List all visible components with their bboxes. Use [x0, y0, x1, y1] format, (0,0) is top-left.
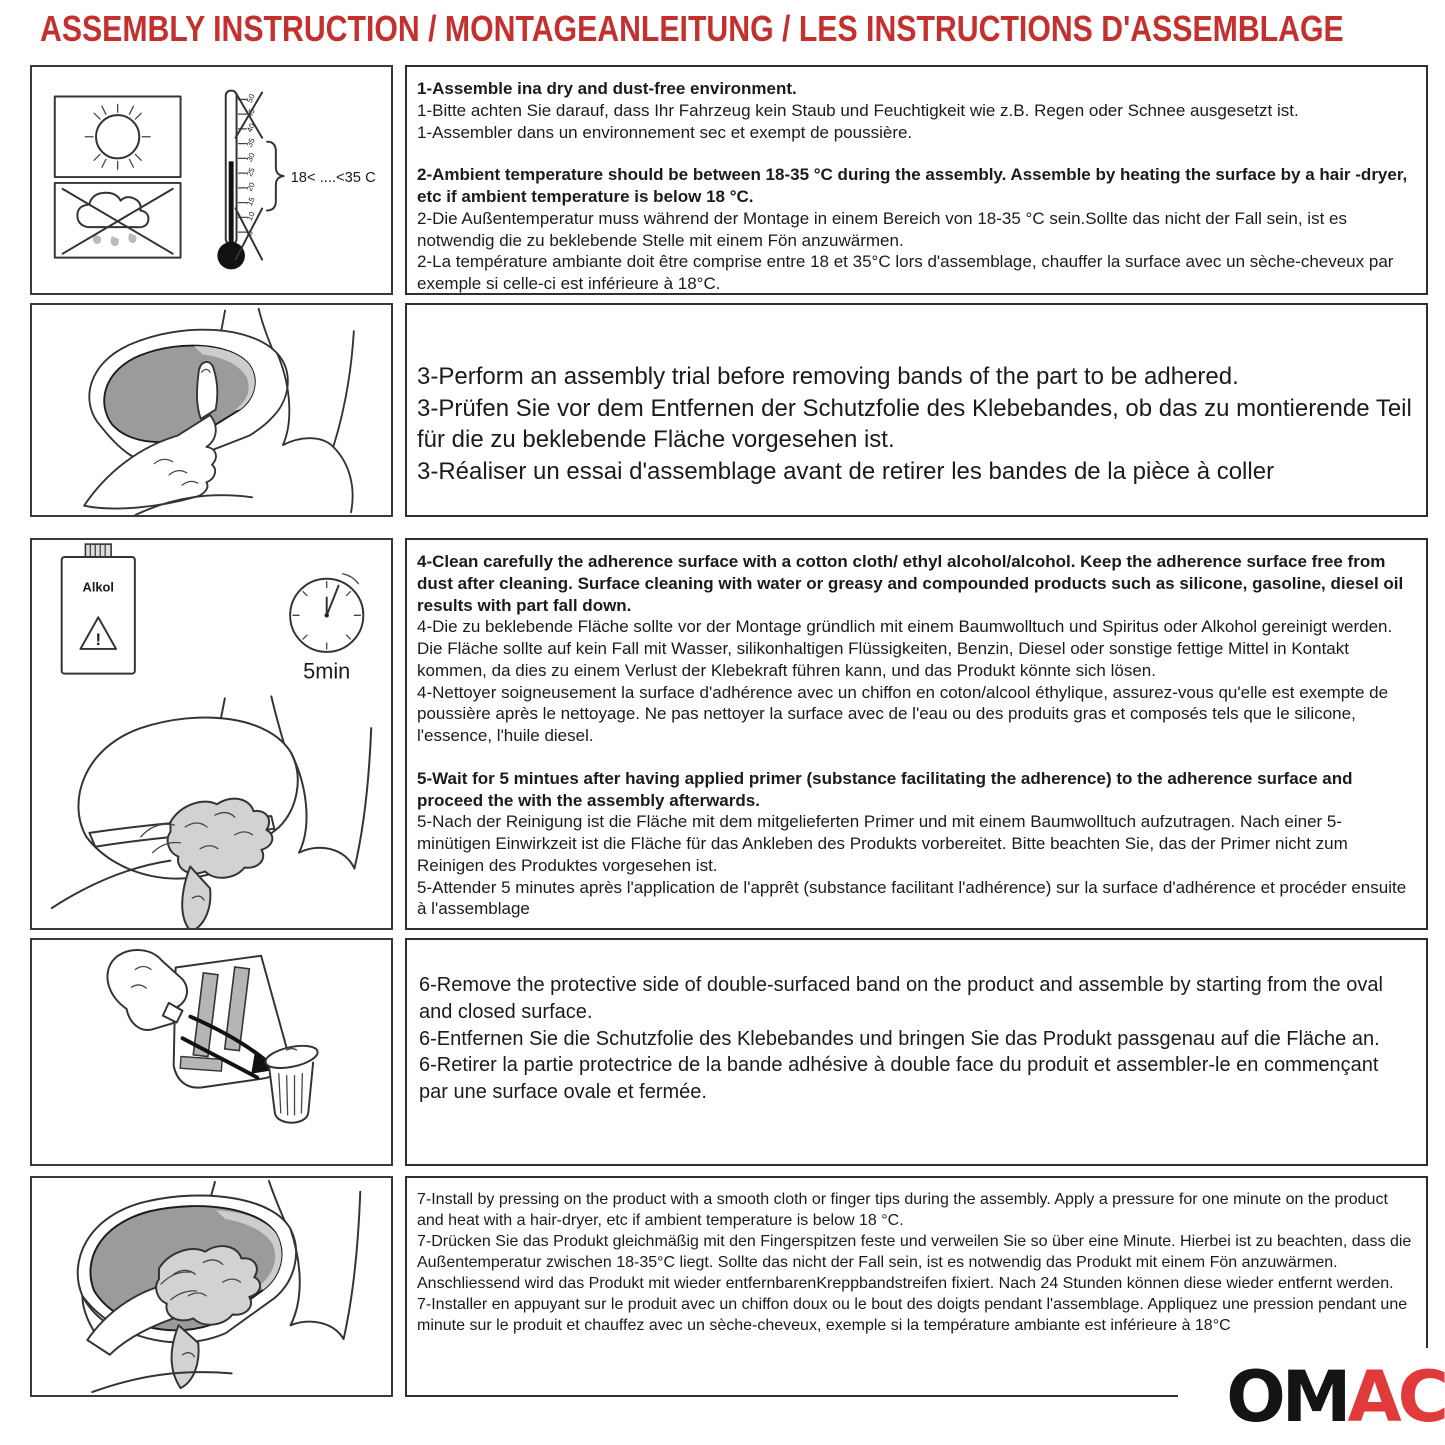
step6-instruction-en: 6-Remove the protective side of double-surfaced band on the product and assemble by starting from the oval and closed surface.: [419, 974, 1383, 1023]
svg-text:10: 10: [244, 210, 257, 223]
mirror-cleaning-illustration-box: [30, 538, 393, 930]
omac-logo-black-part: OM: [1226, 1355, 1348, 1438]
step7-instruction-de: 7-Drücken Sie das Produkt gleichmäßig mit den Fingerspitzen feste und verweilen Sie so über eine Minute. Hierbei ist zu beachten, dass die Außentemperatur zwischen 18-35°C liegt. Sollte das nicht der Fall sein, ist es notwendig das Produkt mit einem Fön anzuwärmen. Anschliessend wird das Produkt mit wieder entfernbarenKreppbandstreifen fixiert. Nach 24 Stunden können diese wieder entfernt werden.: [417, 1232, 1412, 1292]
svg-text:45: 45: [244, 107, 257, 119]
step4-instruction-de: 4-Die zu beklebende Fläche sollte vor der Montage gründlich mit einem Baumwolltuch und Spiritus oder Alkohol gereinigt werden. Die Fläche sollte auf kein Fall mit Wasser, silikonhaltigen Flüssigkeiten, Benzin, Diesel oder sonstige fettige Mittel in Kontakt kommen, da dies zu einem Verlust der Klebekraft führen kann, und das Produkt könnte sich lösen.: [417, 617, 1393, 680]
trash-can-icon: [264, 1042, 320, 1123]
step6-instruction-de: 6-Entfernen Sie die Schutzfolie des Klebebandes und bringen Sie das Produkt passgenau auf die Fläche an.: [419, 1027, 1380, 1050]
step1-instruction-en: 1-Assemble ina dry and dust-free environment.: [417, 79, 797, 98]
svg-text:40: 40: [244, 121, 257, 134]
step6-instruction-fr: 6-Retirer la partie protectrice de la bande adhésive à double face du produit et assembler-le en commençant par une surface ovale et fermée.: [419, 1054, 1379, 1104]
svg-text:50: 50: [244, 92, 257, 105]
svg-text:15: 15: [244, 195, 257, 208]
warning-mark: !: [95, 629, 102, 649]
step5-instruction-de: 5-Nach der Reinigung ist die Fläche mit dem mitgelieferten Primer und mit einem Baumwolltuch aufzutragen. Nach einer 5-minütigen Einwirkzeit ist die Fläche für das Ankleben des Produkts vorbereitet. Bitte beachten Sie, das der Primer nicht zum Reinigen des Produktes vorgesehen ist.: [417, 812, 1348, 875]
step3-instruction-en: 3-Perform an assembly trial before removing bands of the part to be adhered.: [417, 363, 1239, 390]
svg-text:20: 20: [244, 180, 257, 193]
svg-text:5: 5: [244, 229, 255, 237]
tape-removal-illustration: [32, 940, 391, 1164]
step4-instruction-fr: 4-Nettoyer soigneusement la surface d'adhérence avec un chiffon en coton/alcool éthylique, assurez-vous qu'elle est exempte de poussière après le nettoyage. Ne pas nettoyer la surface avec de l'eau ou des produits gras et composés tels que le silicone, l'essence, l'huile diesel.: [417, 682, 1389, 745]
omac-logo: [1178, 1348, 1445, 1445]
omac-logo-red-part: AC: [1347, 1355, 1445, 1438]
step4-instruction-en: 4-Clean carefully the adherence surface with a cotton cloth/ ethyl alcohol/alcohol. Keep the adherence surface free from dust after cleaning. Surface cleaning with water or greasy and compounded products such as silicone, gasoline, diesel oil results with part fall down.: [417, 552, 1404, 615]
page-title: ASSEMBLY INSTRUCTION / MONTAGEANLEITUNG / LES INSTRUCTIONS D'ASSEMBLAGE: [40, 8, 1344, 49]
temperature-range-label: 18< ....<35 C: [290, 169, 376, 186]
sun-icon: [55, 96, 181, 177]
mirror-pressing-illustration: [32, 1178, 391, 1395]
svg-text:35: 35: [244, 136, 257, 149]
mirror-cleaning-illustration: [32, 540, 391, 928]
step1-2-text-box: [405, 65, 1428, 295]
step2-instruction-fr: 2-La température ambiante doit être comprise entre 18 et 35°C lors d'assemblage, chauffer la surface avec un sèche-cheveux par exemple si celle-ci est inférieure à 18°C.: [417, 252, 1394, 293]
clock-icon: [290, 574, 363, 684]
tape-removal-illustration-box: [30, 938, 393, 1166]
step2-instruction-en: 2-Ambient temperature should be between 18-35 °C during the assembly. Assemble by heating the surface by a hair -dryer, etc if ambient temperature is below 18 °C.: [417, 165, 1408, 206]
svg-text:30: 30: [244, 151, 257, 164]
hand-peeling: [107, 950, 187, 1030]
step2-instruction-de: 2-Die Außentemperatur muss während der Montage in einem Bereich von 18-35 °C sein.Sollte das nicht der Fall sein, ist es notwendig die zu beklebende Stelle mit einem Fön anzuwärmen.: [417, 208, 1347, 250]
step5-instruction-en: 5-Wait for 5 mintues after having applied primer (substance facilitating the adherence) to the adherence surface and proceed the with the assembly afterwards.: [417, 768, 1353, 810]
step7-instruction-fr: 7-Installer en appuyant sur le produit avec un chiffon doux ou le bout des doigts pendant l'assemblage. Appliquez une pression pendant une minute sur le produit et chauffez avec un sèche-cheveux, exemple si la température ambiante est inférieure à 18°C: [417, 1295, 1408, 1334]
mirror-trial-illustration-box: [30, 303, 393, 517]
step3-instruction-fr: 3-Réaliser un essai d'assemblage avant de retirer les bandes de la pièce à coller: [417, 458, 1275, 486]
step1-instruction-de: 1-Bitte achten Sie darauf, dass Ihr Fahrzeug kein Staub und Feuchtigkeit wie z.B. Regen oder Schnee ausgesetzt ist.: [417, 100, 1299, 120]
alcohol-label: Alkol: [82, 579, 114, 595]
step1-instruction-fr: 1-Assembler dans un environnement sec et exempt de poussière.: [417, 122, 913, 142]
mirror-trial-illustration: [32, 305, 391, 515]
alcohol-bottle-icon: [62, 544, 135, 674]
mirror-pressing-illustration-box: [30, 1176, 393, 1397]
step3-text-box: [405, 303, 1428, 517]
no-rain-icon: [55, 183, 181, 258]
step4-5-text-box: [405, 538, 1428, 930]
environment-illustration-box: [30, 65, 393, 295]
step6-text-box: [405, 938, 1428, 1166]
step3-instruction-de: 3-Prüfen Sie vor dem Entfernen der Schutzfolie des Klebebandes, ob das zu montierende Teil für die zu beklebende Fläche vorgesehen ist.: [417, 394, 1412, 454]
step5-instruction-fr: 5-Attender 5 minutes après l'application de l'apprêt (substance facilitant l'adhérence) sur la surface d'adhérence et procéder ensuite à l'assemblage: [417, 877, 1407, 919]
svg-text:25: 25: [244, 166, 257, 178]
thermometer-icon: [217, 91, 376, 270]
cleaning-cloth: [168, 799, 273, 928]
environment-illustration: [32, 67, 391, 293]
step7-instruction-en: 7-Install by pressing on the product with a smooth cloth or finger tips during the assembly. Apply a pressure for one minute on the product and heat with a hair-dryer, etc if ambient temperature is below 18 °C.: [417, 1191, 1388, 1229]
clock-duration-label: 5min: [303, 658, 351, 684]
